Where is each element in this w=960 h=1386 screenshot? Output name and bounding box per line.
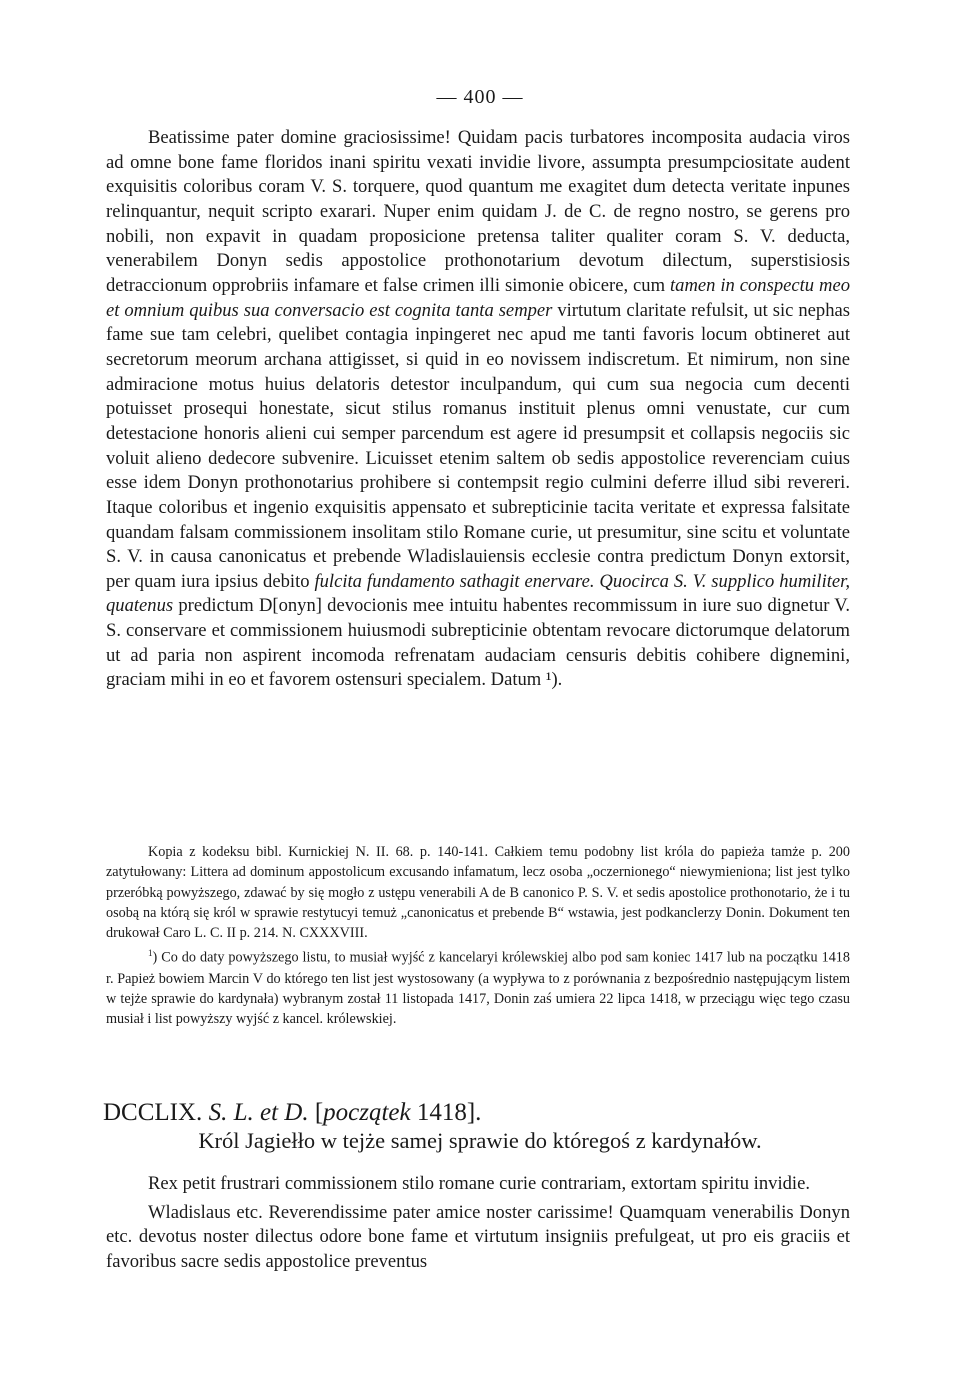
- document-text: Wladislaus etc. Reverendissime pater amice noster carissime! Quamquam venerabilis Donyn etc. devotus noster dilectus odore bone fame et virtutum insigniis prefulgeat, ut pro eis graciis et favoribus sacre sedis appostolice preventus: [106, 1201, 850, 1272]
- main-letter-text: [106, 126, 850, 693]
- letter-text-part-2: virtutum claritate refulsit, ut sic nephas fame sue tam celebri, quelibet contagia inpingeret nec apud me tanti favoris locum obtineret aut secretorum meorum archana attigisset, si quid in eo novissem indiscretum. Et nimirum, non sine admiracione motus huius delatoris detestor inculpandum, qui cum sua negocia cum decenti potuisset prosequi honestate, sicut stilus romanus instituit plenus omni venustate, cur cum detestacione honoris alieni cui semper parcendum est agere id presumpsit et collapsis negociis sic voluit alieno dedecore subvenire. Licuisset etenim saltem ob sedis appostolice reverenciam cuius esse idem Donyn prothonotarius prohibere si contempsit regio culmini deferre illud sibi revereri. Itaque coloribus et ingenio exquisitis appensato et subrepticinie tacita veritate et expressa falsitate quandam falsam commissionem insolitam stilo Romane curie, ut presumitur, sine scitu et voluntate S. V. in causa canonicatus et prebende Wladislauiensis ecclesie contra predictum Donyn extorsit, per quam iura ipsius debito: [106, 299, 850, 592]
- document-date-open: [: [314, 1099, 324, 1126]
- letter-paragraph: [106, 126, 850, 693]
- editorial-notes: [106, 842, 850, 1029]
- document-summary: Rex petit frustrari commissionem stilo romane curie contrariam, extortam spiritu invidie.: [148, 1173, 810, 1194]
- letter-italic-part-2: fulcita fundamento sathagit enervare. Quocirca S. V. supplico humiliter, quatenus: [106, 570, 850, 617]
- letter-text-part-1: Beatissime pater domine graciosissime! Quidam pacis turbatores incomposita audacia viros ad omne bone fame floridos inani spiritu vexati invidie livore, assumpta presumpciositate audent exquisitis coloribus coram V. S. torquere, quod quantum me exagitet dum detecta veritate inpunes relinquantur, nequit scripto exarari. Nuper enim quidam J. de C. de regno nostro, se gerens pro nobili, non expavit in quadam proposicione pretensa taliter qualiter coram S. V. deducta, venerabilem Donyn sedis appostolice prothonotarium devotum dilectum, superstisiosis detraccionum opprobriis infamare et false crimen illi simonie obicere, cum: [106, 127, 850, 296]
- source-note: Kopia z kodeksu bibl. Kurnickiej N. II. 68. p. 140-141. Całkiem temu podobny list króla do papieża tamże p. 200 zatytułowany: Littera ad dominum appostolicum excusando infamatum, lecz osoba „oczernionego“ niewymieniona; list jest tylko przeróbką powyższego, zdawać by się mogło z ustępu venerabili A de B canonico P. S. V. et sedis apostolice prothonotario, że i tu osobą na którą się król w sprawie restytucyi temuż „canonicatus et prebende B“ wstawia, jest podkanclerzy Donin. Dokument ten drukował Caro L. C. II p. 214. N. CXXXVIII.: [106, 844, 850, 942]
- document-parties: S. L. et D.: [208, 1099, 309, 1126]
- document-number: DCCLIX.: [103, 1099, 203, 1126]
- page-number: — 400 —: [436, 86, 524, 108]
- document-body: [106, 1172, 850, 1279]
- document-heading: [103, 1100, 863, 1126]
- footnote-text: ) Co do daty powyższego listu, to musiał wyjść z kancelaryi królewskiej albo pod sam koniec 1417 lub na początku 1418 r. Papież bowiem Marcin V do którego ten list jest wystosowany (a wypływa to z porównania z bezpośrednio następującym listem w tejże sprawie do kardynała) wybranym został 11 listopada 1417, Donin zaś umiera 22 lipca 1418, w przeciągu więc tego czasu musiał i list powyższy wyjść z kancel. królewskiej.: [106, 950, 850, 1028]
- letter-italic-part-1: tamen in conspectu meo et omnium quibus sua conversacio est cognita tanta semper: [106, 274, 850, 321]
- letter-text-part-3: predictum D[onyn] devocionis mee intuitu habentes recommissum in iure suo dignetur V. S. conservare et commissionem huiusmodi subrepticinie obtentam revocare dictorumque delatorum ut ad paria non aspirent incomoda refrenatam audaciam censuris debitis cohibere dignemini, graciam mihi in eo et favorem ostensuri specialem. Datum ¹).: [106, 595, 850, 691]
- footnote: [106, 943, 850, 1029]
- footnote-marker: 1: [148, 948, 153, 959]
- document-date-year: 1418].: [416, 1099, 482, 1126]
- document-date-italic: początek: [323, 1099, 411, 1126]
- document-subtitle: Król Jagiełło w tejże samej sprawie do któregoś z kardynałów.: [198, 1128, 762, 1153]
